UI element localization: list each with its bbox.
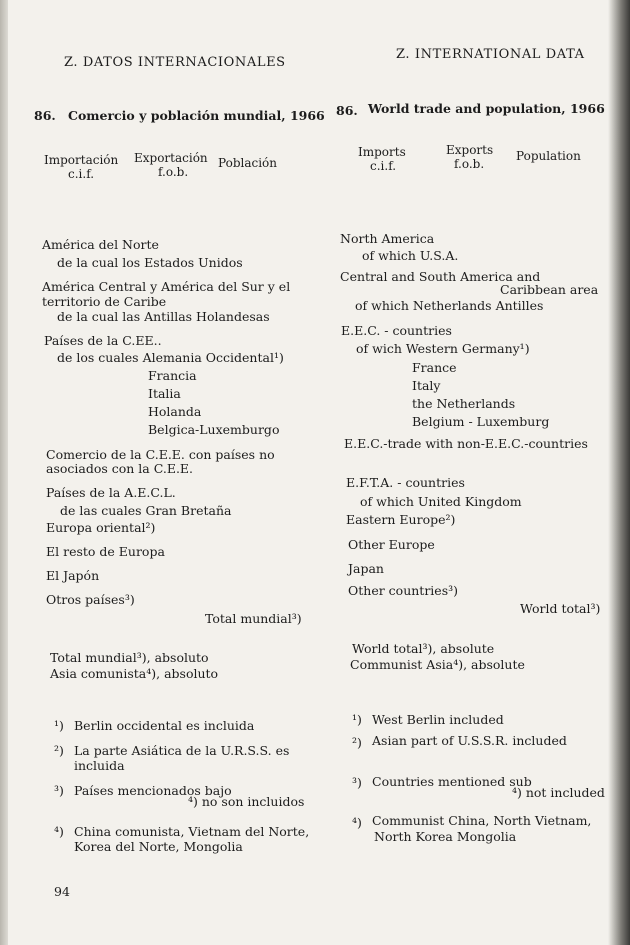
right-row: Central and South America and bbox=[340, 269, 541, 284]
right-header: Z. INTERNATIONAL DATA bbox=[396, 47, 585, 62]
left-row: Italia bbox=[148, 386, 181, 401]
left-footnote-text: incluida bbox=[74, 758, 125, 773]
right-col-imports-2: c.i.f. bbox=[370, 159, 397, 173]
right-row: E.E.C. - countries bbox=[341, 323, 452, 338]
right-row: France bbox=[412, 360, 457, 375]
right-footnote-mark: ⁴) bbox=[352, 815, 362, 830]
left-row: Francia bbox=[148, 368, 197, 383]
left-row: territorio de Caribe bbox=[42, 294, 167, 309]
right-col-population: Population bbox=[516, 149, 581, 163]
left-row: Comercio de la C.E.E. con países no bbox=[46, 447, 275, 462]
left-footnote-text: La parte Asiática de la U.R.S.S. es bbox=[74, 743, 290, 758]
left-footnote-text: China comunista, Vietnam del Norte, bbox=[74, 824, 310, 839]
right-row: North America bbox=[340, 231, 435, 246]
right-footnote-text: Countries mentioned sub bbox=[372, 774, 532, 789]
right-row: of which Netherlands Antilles bbox=[355, 298, 544, 313]
right-row: of which United Kingdom bbox=[360, 494, 522, 509]
right-footnote-mark: ¹) bbox=[352, 712, 362, 727]
left-row: Holanda bbox=[148, 404, 202, 419]
right-row: Japan bbox=[348, 561, 384, 576]
left-footnote-text: ⁴) no son incluidos bbox=[188, 794, 305, 809]
left-row: de la cual los Estados Unidos bbox=[57, 255, 243, 270]
left-col-imports-2: c.i.f. bbox=[68, 167, 95, 181]
left-footnote-mark: ⁴) bbox=[54, 824, 64, 839]
left-footnote-text: Berlin occidental es incluida bbox=[74, 718, 255, 733]
right-row: of which U.S.A. bbox=[362, 248, 459, 263]
right-col-imports-1: Imports bbox=[358, 145, 406, 159]
page-edge-shadow bbox=[608, 0, 630, 945]
left-col-imports-1: Importación bbox=[44, 153, 119, 167]
left-col-exports-2: f.o.b. bbox=[158, 165, 189, 179]
left-row: Otros países³) bbox=[46, 592, 135, 607]
right-row: Other Europe bbox=[348, 537, 435, 552]
left-footnote-mark: ³) bbox=[54, 783, 64, 798]
left-footnote-mark: ²) bbox=[54, 743, 64, 758]
right-footnote-text: West Berlin included bbox=[372, 712, 504, 727]
left-row: de la cual las Antillas Holandesas bbox=[57, 309, 270, 324]
right-row: of wich Western Germany¹) bbox=[356, 341, 530, 356]
page-number: 94 bbox=[54, 884, 70, 899]
right-row: Other countries³) bbox=[348, 583, 458, 598]
right-footnote-text: North Korea Mongolia bbox=[374, 829, 517, 844]
left-row: Asia comunista⁴), absoluto bbox=[50, 666, 219, 681]
right-section-number: 86. bbox=[336, 103, 358, 118]
left-footnote-text: Países mencionados bajo bbox=[74, 783, 232, 798]
left-row: Países de la C.EE.. bbox=[44, 333, 162, 348]
left-footnote-mark: ¹) bbox=[54, 718, 64, 733]
left-section-title: Comercio y población mundial, 1966 bbox=[68, 108, 325, 123]
left-footnote-text: Korea del Norte, Mongolia bbox=[74, 839, 243, 854]
left-row: de las cuales Gran Bretaña bbox=[60, 503, 232, 518]
right-row: Italy bbox=[412, 378, 441, 393]
left-row: América del Norte bbox=[42, 237, 159, 252]
left-section-number: 86. bbox=[34, 108, 56, 123]
left-row: Belgica-Luxemburgo bbox=[148, 422, 280, 437]
right-footnote-text: Asian part of U.S.S.R. included bbox=[372, 733, 567, 748]
left-col-population: Población bbox=[218, 156, 277, 170]
right-row: E.F.T.A. - countries bbox=[346, 475, 465, 490]
left-row: El resto de Europa bbox=[46, 544, 165, 559]
left-row: Países de la A.E.C.L. bbox=[46, 485, 176, 500]
right-row: Communist Asia⁴), absolute bbox=[350, 657, 525, 672]
right-col-exports-1: Exports bbox=[446, 143, 494, 157]
left-row-total: Total mundial³) bbox=[205, 611, 302, 626]
right-footnote-text: Communist China, North Vietnam, bbox=[372, 813, 592, 828]
right-row: the Netherlands bbox=[412, 396, 516, 411]
left-row: asociados con la C.E.E. bbox=[46, 461, 194, 476]
right-row: E.E.C.-trade with non-E.E.C.-countries bbox=[344, 436, 588, 451]
right-row: Belgium - Luxemburg bbox=[412, 414, 550, 429]
right-footnote-mark: ²) bbox=[352, 735, 362, 750]
left-row: Europa oriental²) bbox=[46, 520, 156, 535]
right-footnote-text: ⁴) not included bbox=[512, 785, 605, 800]
right-row: World total³), absolute bbox=[352, 641, 495, 656]
right-row: Eastern Europe²) bbox=[346, 512, 456, 527]
right-row: Caribbean area bbox=[500, 282, 599, 297]
right-footnote-mark: ³) bbox=[352, 775, 362, 790]
left-row: América Central y América del Sur y el bbox=[42, 279, 291, 294]
left-col-exports-1: Exportación bbox=[134, 151, 208, 165]
left-row: Total mundial³), absoluto bbox=[50, 650, 209, 665]
left-header: Z. DATOS INTERNACIONALES bbox=[64, 55, 286, 70]
left-row: El Japón bbox=[46, 568, 100, 583]
right-col-exports-2: f.o.b. bbox=[454, 157, 485, 171]
right-row-total: World total³) bbox=[520, 601, 601, 616]
right-section-title: World trade and population, 1966 bbox=[368, 101, 605, 116]
left-row: de los cuales Alemania Occidental¹) bbox=[57, 350, 284, 365]
